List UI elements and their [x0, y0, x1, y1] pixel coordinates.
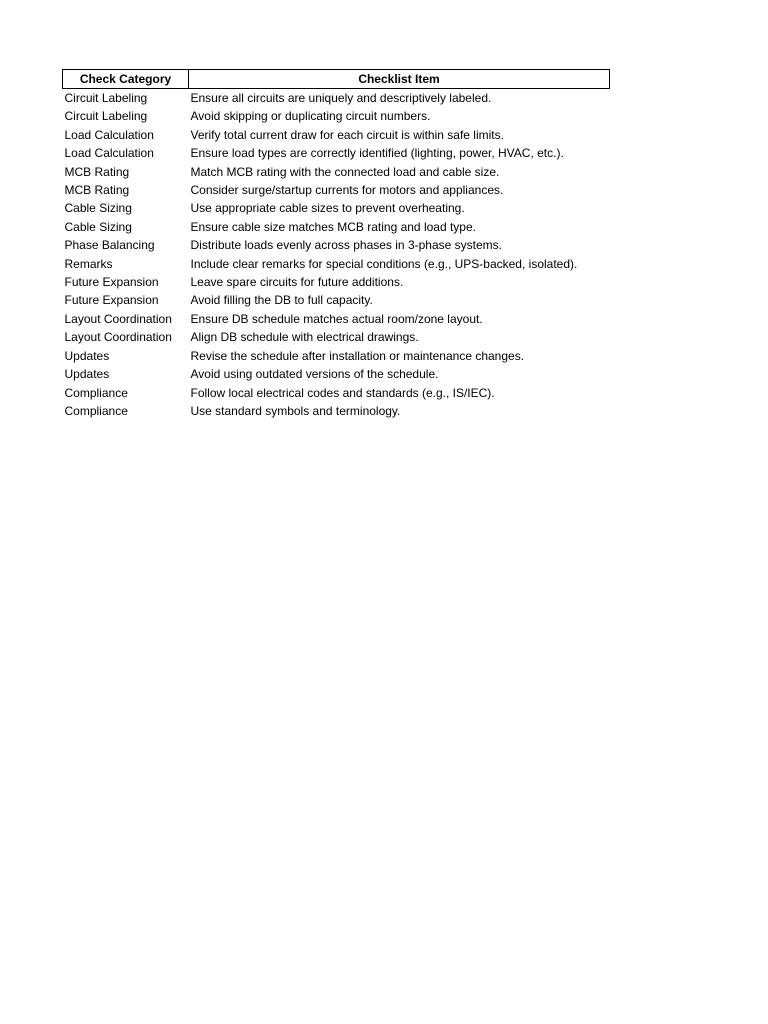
table-row — [63, 310, 610, 328]
checklist-item-cell: Ensure load types are correctly identified (lighting, power, HVAC, etc.). — [190, 146, 564, 161]
checklist-table — [62, 69, 610, 420]
table-row — [63, 126, 610, 144]
table-row — [63, 365, 610, 383]
table-row — [63, 273, 610, 291]
check-category-cell: Compliance — [64, 403, 128, 418]
checklist-item-cell: Avoid skipping or duplicating circuit numbers. — [190, 109, 431, 124]
check-category-cell: Circuit Labeling — [64, 91, 148, 105]
table-row — [63, 402, 610, 420]
checklist-item-cell: Ensure all circuits are uniquely and descriptively labeled. — [190, 91, 492, 105]
check-category-cell: Future Expansion — [64, 293, 159, 308]
checklist-item-cell: Ensure DB schedule matches actual room/zone layout. — [190, 311, 483, 326]
checklist-item-cell: Avoid using outdated versions of the schedule. — [190, 367, 439, 382]
table-row — [63, 199, 610, 217]
table-row — [63, 255, 610, 273]
check-category-cell: MCB Rating — [64, 164, 130, 179]
check-category-cell: Updates — [64, 367, 110, 382]
checklist-item-cell: Leave spare circuits for future additions. — [190, 275, 404, 290]
check-category-cell: Phase Balancing — [64, 238, 155, 253]
checklist-item-cell: Include clear remarks for special conditions (e.g., UPS-backed, isolated). — [190, 256, 578, 271]
table-row — [63, 236, 610, 254]
checklist-item-cell: Consider surge/startup currents for motors and appliances. — [190, 183, 504, 198]
checklist-item-cell: Align DB schedule with electrical drawings. — [190, 330, 419, 345]
checklist-item-cell: Match MCB rating with the connected load and cable size. — [190, 164, 500, 179]
checklist-item-cell: Ensure cable size matches MCB rating and load type. — [190, 219, 476, 234]
check-category-cell: Remarks — [64, 256, 113, 271]
checklist-item-cell: Follow local electrical codes and standards (e.g., IS/IEC). — [190, 385, 495, 400]
check-category-cell: Layout Coordination — [64, 330, 172, 345]
spreadsheet-page — [62, 69, 609, 420]
checklist-item-cell: Use appropriate cable sizes to prevent overheating. — [190, 201, 465, 216]
check-category-cell: Cable Sizing — [64, 219, 132, 234]
check-category-cell: Circuit Labeling — [64, 109, 148, 124]
table-row — [63, 347, 610, 365]
table-row — [63, 163, 610, 181]
header-check-category: Check Category — [63, 70, 189, 89]
checklist-item-cell: Revise the schedule after installation or maintenance changes. — [190, 348, 525, 363]
checklist-item-cell: Use standard symbols and terminology. — [190, 403, 401, 418]
header-row — [63, 70, 610, 89]
checklist-item-cell: Verify total current draw for each circuit is within safe limits. — [190, 127, 504, 142]
table-row — [63, 291, 610, 309]
table-row — [63, 181, 610, 199]
table-row — [63, 218, 610, 236]
check-category-cell: Updates — [64, 348, 110, 363]
table-row — [63, 328, 610, 346]
check-category-cell: MCB Rating — [64, 183, 130, 198]
check-category-cell: Layout Coordination — [64, 311, 172, 326]
check-category-cell: Future Expansion — [64, 275, 159, 290]
header-checklist-item: Checklist Item — [189, 70, 610, 89]
checklist-item-cell: Distribute loads evenly across phases in 3-phase systems. — [190, 238, 502, 253]
table-row — [63, 107, 610, 125]
check-category-cell: Compliance — [64, 385, 128, 400]
check-category-cell: Cable Sizing — [64, 201, 132, 216]
check-category-cell: Load Calculation — [64, 146, 154, 161]
table-row — [63, 89, 610, 108]
check-category-cell: Load Calculation — [64, 127, 154, 142]
table-row — [63, 144, 610, 162]
checklist-item-cell: Avoid filling the DB to full capacity. — [190, 293, 373, 308]
table-row — [63, 384, 610, 402]
